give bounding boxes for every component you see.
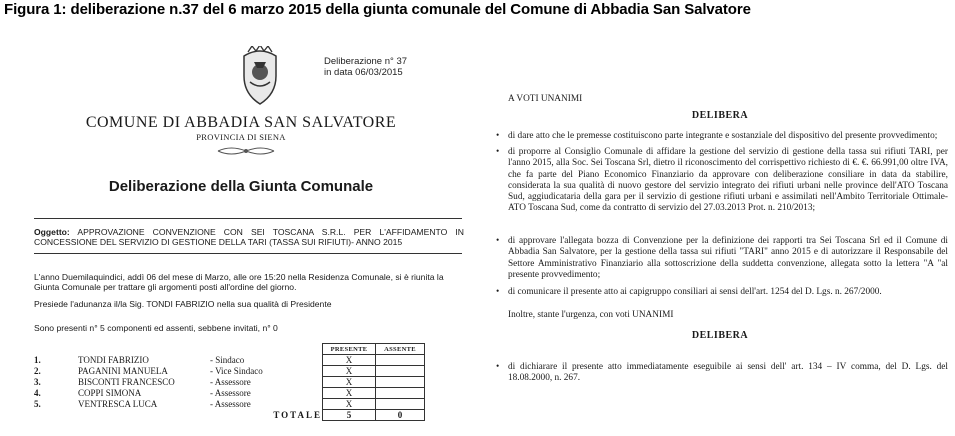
member-role: - Assessore (210, 377, 251, 387)
deliberazione-date: in data 06/03/2015 (324, 67, 403, 78)
table-row (34, 366, 425, 377)
member-presente: X (323, 366, 376, 377)
totale-row (34, 410, 425, 421)
presente-header: PRESENTE (323, 344, 376, 355)
oggetto-text: APPROVAZIONE CONVENZIONE CON SEI TOSCANA S.R.L. PER L'AFFIDAMENTO IN CONCESSIONE DEL SERVIZIO DI GESTIONE DELLA TARI (TASSA SUI RIFIUTI)- ANNO 2015 (34, 227, 464, 247)
delibera-item: di approvare l'allegata bozza di Convenzione per la definizione dei rapporti tra Sei Toscana Srl ed il Comune di Abbadia San Salvatore, per la gestione della tassa sui rifiuti "TARI" anno 2015 e di autorizzare il Responsabile del Settore Amministrativo Finanziario alla sottoscrizione della suddetta convenzione, allegata sotto la lettera "A "al presente provvedimento; (508, 236, 948, 280)
delibera-heading: DELIBERA (691, 110, 749, 121)
provincia-subheading: PROVINCIA DI SIENA (196, 132, 286, 142)
presenti-paragraph: Sono presenti n° 5 componenti ed assenti, sebbene invitati, n° 0 (34, 323, 278, 333)
delibera-item: di dichiarare il presente atto immediatamente eseguibile ai sensi dell' art. 134 – IV comma, del D. Lgs. del 18.08.2000, n. 267. (508, 362, 948, 384)
member-name: COPPI SIMONA (78, 388, 142, 398)
totale-assenti: 0 (376, 410, 425, 421)
right-document-page (490, 88, 950, 436)
presiede-paragraph: Presiede l'adunanza il/la Sig. TONDI FABRIZIO nella sua qualità di Presidente (34, 299, 332, 309)
figure-caption: Figura 1: deliberazione n.37 del 6 marzo 2015 della giunta comunale del Comune di Abbadia San Salvatore (4, 1, 751, 18)
bullet-icon: • (496, 131, 500, 141)
bullet-icon: • (496, 287, 500, 297)
bullet-icon: • (496, 147, 500, 157)
oggetto-block (34, 227, 464, 247)
bullet-icon: • (496, 236, 500, 246)
assente-header: ASSENTE (376, 344, 425, 355)
delibera-item: di comunicare il presente atto ai capigruppo consiliari ai sensi dell'art. 1254 del D. Lgs. n. 267/2000. (508, 287, 882, 297)
member-assente (376, 399, 425, 410)
totale-label: TOTALE (273, 410, 322, 420)
member-assente (376, 388, 425, 399)
member-number: 2. (34, 366, 41, 376)
member-presente: X (323, 388, 376, 399)
member-number: 4. (34, 388, 41, 398)
member-presente: X (323, 377, 376, 388)
member-name: PAGANINI MANUELA (78, 366, 168, 376)
delibera-item: di proporre al Consiglio Comunale di affidare la gestione del servizio di gestione della tassa sui rifiuti TARI, per l'anno 2015, alla Soc. Sei Toscana Srl, dietro il riconoscimento del corrispettivo richiesto di €. €. 66.991,00 oltre IVA, che fa parte del Piano Economico Finanziario da approvare con deliberazione consiliare in data da stabilire, considerata la sua qualità di nuovo gestore del servizio integrato dei rifiuti urbani nelle province dell'ATO Toscana Sud, aggiudicataria della gara per il servizio di gestione rifiuti urbani e assimilati nell'Ambito Territoriale Ottimale-ATO Toscana Sud, come da contratto di servizio del 27.03.2013 Prot. n. 210/2013; (508, 147, 948, 214)
member-name: BISCONTI FRANCESCO (78, 377, 175, 387)
document-title: Deliberazione della Giunta Comunale (108, 178, 374, 195)
comune-heading: COMUNE DI ABBADIA SAN SALVATORE (85, 114, 397, 131)
table-row (34, 399, 425, 410)
urgenza-text: Inoltre, stante l'urgenza, con voti UNANIMI (508, 310, 674, 320)
member-role: - Assessore (210, 388, 251, 398)
member-assente (376, 377, 425, 388)
member-assente (376, 355, 425, 366)
intro-paragraph: L'anno Duemilaquindici, addì 06 del mese di Marzo, alle ore 15:20 nella Residenza Comunale, si è riunita la Giunta Comunale per trattare gli argomenti posti all'ordine del giorno. (34, 272, 444, 292)
oggetto-label: Oggetto: (34, 227, 70, 237)
member-number: 5. (34, 399, 41, 409)
member-name: VENTRESCA LUCA (78, 399, 158, 409)
voti-unanimi-text: A VOTI UNANIMI (508, 94, 583, 104)
table-header-row (34, 344, 425, 355)
member-presente: X (323, 399, 376, 410)
member-role: - Assessore (210, 399, 251, 409)
totale-presenti: 5 (323, 410, 376, 421)
delibera-item: di dare atto che le premesse costituiscono parte integrante e sostanziale del dispositivo del presente provvedimento; (508, 131, 938, 141)
member-role: - Sindaco (210, 355, 245, 365)
deliberazione-number (324, 56, 407, 78)
left-document-page (6, 40, 476, 436)
member-presente: X (323, 355, 376, 366)
member-assente (376, 366, 425, 377)
delibera-heading: DELIBERA (691, 330, 749, 341)
member-role: - Vice Sindaco (210, 366, 263, 376)
member-name: TONDI FABRIZIO (78, 355, 149, 365)
divider-line (34, 253, 462, 254)
member-number: 1. (34, 355, 41, 365)
member-number: 3. (34, 377, 41, 387)
ornament-divider-icon (216, 144, 276, 158)
deliberazione-label: Deliberazione n° 37 (324, 56, 408, 67)
municipal-crest-icon (236, 46, 284, 106)
divider-line (34, 218, 462, 219)
members-table (34, 343, 425, 421)
bullet-icon: • (496, 362, 500, 372)
table-row (34, 355, 425, 366)
table-row (34, 377, 425, 388)
table-row (34, 388, 425, 399)
